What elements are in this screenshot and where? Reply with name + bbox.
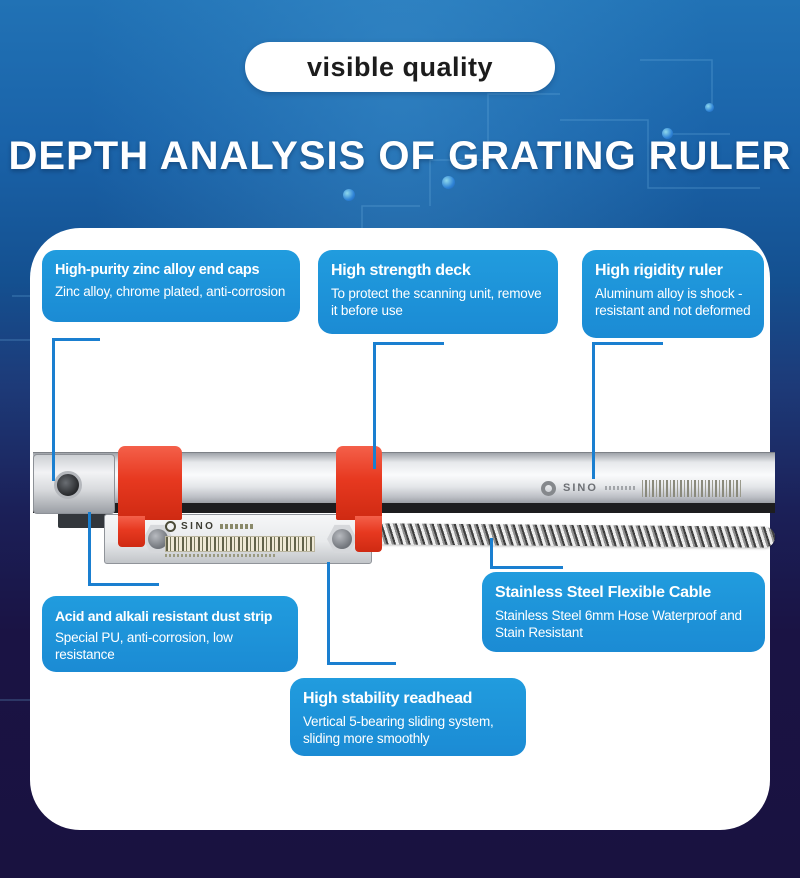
callout-end-caps-title: High-purity zinc alloy end caps [55,262,260,278]
readhead-screw-right [327,524,357,554]
readhead-label-smalltext [220,524,254,529]
glow-dot [705,103,714,112]
quality-badge [245,42,555,92]
ruler-barcode [642,480,742,497]
sino-logo-icon [165,521,176,532]
callout-rigidity-ruler [582,250,764,338]
callout-deck-title: High strength deck [331,262,471,279]
ruler-brand-text: SINO [563,482,598,494]
connector-deck [373,342,444,469]
callout-flexible-cable-body: Stainless Steel 6mm Hose Waterproof and Stain Resistant [495,608,742,641]
ruler-label-smalltext [605,486,635,490]
callout-readhead-title: High stability readhead [303,690,473,707]
callout-dust-strip-title: Acid and alkali resistant dust strip [55,608,273,624]
callout-flexible-cable [482,572,765,652]
sino-logo-icon [541,481,556,496]
readhead-barcode [165,536,315,552]
readhead-logo-row [165,519,315,533]
callout-rigidity-ruler-body: Aluminum alloy is shock -resistant and not deformed [595,286,751,319]
callout-dust-strip [42,596,298,672]
callout-readhead-body: Vertical 5-bearing sliding system, sliding more smoothly [303,714,494,747]
screw-core [332,529,352,549]
readhead-label [165,519,315,559]
callout-readhead [290,678,526,756]
page-title: DEPTH ANALYSIS OF GRATING RULER [8,134,792,178]
callout-dust-strip-body: Special PU, anti-corrosion, low resistance [55,630,233,663]
connector-end-caps [52,338,100,481]
connector-rigidity-ruler [592,342,663,479]
connector-dust-strip [88,512,159,586]
readhead-brand-text: SINO [181,520,216,532]
callout-deck-body: To protect the scanning unit, remove it before use [331,286,542,319]
connector-flexible-cable [490,538,563,569]
flexible-cable [372,523,775,548]
callout-deck [318,250,558,334]
callout-rigidity-ruler-title: High rigidity ruler [595,262,723,279]
callout-end-caps [42,250,300,322]
callout-end-caps-body: Zinc alloy, chrome plated, anti-corrosion [55,284,286,299]
connector-readhead [327,562,396,665]
readhead-barcode-digits [165,554,275,557]
glow-dot [343,189,355,201]
protective-clamp-left [118,446,182,520]
quality-badge-label: visible quality [306,51,494,82]
protective-clamp-right-tab [355,516,382,552]
callout-flexible-cable-title: Stainless Steel Flexible Cable [495,584,711,601]
